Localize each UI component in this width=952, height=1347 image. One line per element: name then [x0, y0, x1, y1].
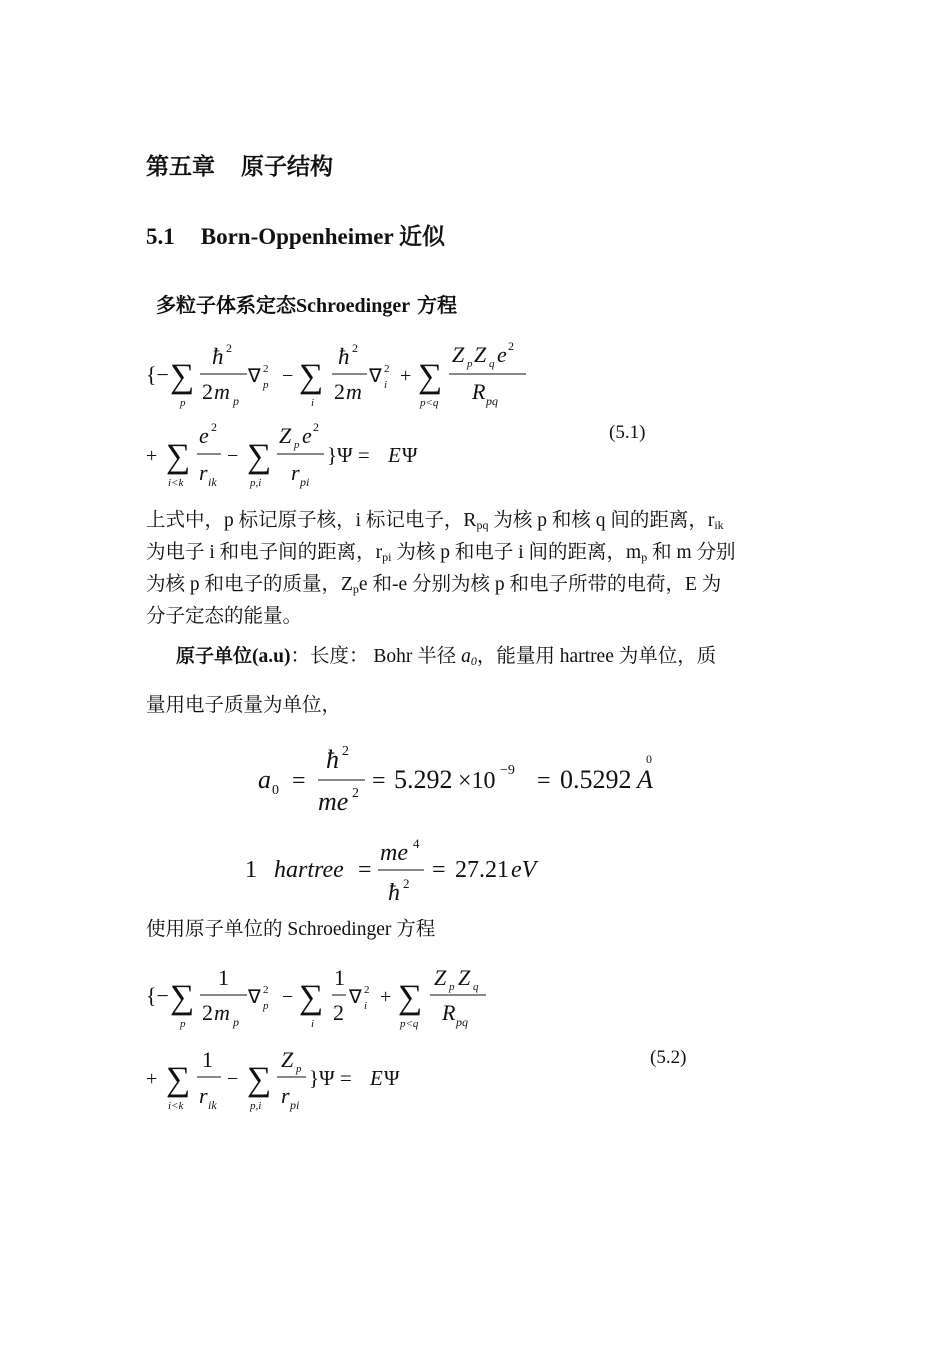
svg-text:p: p	[449, 981, 455, 993]
svg-text:m: m	[214, 1000, 230, 1025]
svg-text:∑: ∑	[166, 438, 191, 475]
svg-text:Z: Z	[458, 965, 471, 990]
svg-text:1: 1	[334, 965, 345, 990]
svg-text:r: r	[281, 1083, 290, 1108]
svg-text:r: r	[291, 460, 300, 485]
svg-text:p: p	[263, 379, 269, 391]
svg-text:p: p	[233, 394, 239, 408]
svg-text:{−: {−	[146, 983, 169, 1008]
paragraph-line: 为电子 i 和电子间的距离，$r_{pi}$ 为核 p 和电子 i 间的距离，$m_p$ 和 m 分别	[146, 542, 736, 564]
svg-text:0: 0	[646, 752, 652, 766]
atomic-units-line-1: 原子单位(a.u)：长度： Bohr 半径 $a_0$，能量用 hartree 为单位，质	[176, 645, 717, 668]
svg-text:p: p	[294, 439, 300, 451]
svg-text:∇: ∇	[248, 366, 261, 387]
svg-text:∑: ∑	[299, 979, 324, 1016]
svg-text:∇: ∇	[349, 987, 362, 1008]
svg-text:Z: Z	[452, 342, 465, 367]
svg-text:∑: ∑	[247, 1061, 272, 1098]
svg-text:2: 2	[263, 984, 269, 996]
svg-text:me: me	[318, 787, 349, 816]
formula-bohr-radius	[258, 744, 653, 816]
chapter-number: 第五章	[146, 154, 215, 180]
svg-text:p: p	[296, 1063, 302, 1075]
svg-text:2: 2	[364, 984, 370, 996]
section-title-latin: Born-Oppenheimer	[200, 224, 394, 249]
atomic-units-line-2: 量用电子质量为单位，	[146, 695, 342, 716]
svg-text:m: m	[214, 379, 230, 404]
svg-text:1: 1	[245, 857, 257, 883]
atomic-units-paragraph	[146, 640, 811, 673]
atomic-units-label: 原子单位	[176, 645, 253, 667]
svg-text:∑: ∑	[170, 358, 195, 395]
svg-text:ħ: ħ	[338, 344, 350, 369]
svg-text:∑: ∑	[170, 979, 195, 1016]
svg-text:∑: ∑	[299, 358, 324, 395]
svg-text:i<k: i<k	[168, 477, 184, 489]
svg-text:+: +	[400, 365, 412, 387]
svg-text:−: −	[282, 365, 294, 387]
svg-text:2: 2	[263, 363, 269, 375]
svg-text:Ψ: Ψ	[402, 443, 418, 467]
svg-text:Z: Z	[474, 342, 487, 367]
svg-text:R: R	[472, 379, 486, 404]
svg-text:r: r	[199, 460, 208, 485]
svg-text:a: a	[258, 765, 271, 794]
svg-text:∇: ∇	[248, 987, 261, 1008]
svg-text:i: i	[311, 397, 315, 409]
svg-text:∑: ∑	[247, 438, 272, 475]
svg-text:R: R	[442, 1000, 456, 1025]
svg-text:A: A	[637, 765, 653, 794]
svg-text:m: m	[346, 379, 362, 404]
equation-5-1-line-2	[146, 420, 418, 489]
svg-text:ħ: ħ	[212, 344, 224, 369]
subsection-latin: Schroedinger	[296, 295, 411, 317]
paragraph-line: 上式中，p 标记原子核，i 标记电子，$R_{pq}$ 为核 p 和核 q 间的距离，$r_{ik}$	[146, 510, 724, 532]
symbols-paragraph	[146, 505, 811, 633]
svg-text:=: =	[432, 857, 446, 883]
svg-text:E: E	[388, 443, 401, 467]
svg-text:p: p	[180, 1018, 186, 1030]
svg-text:4: 4	[413, 836, 420, 851]
svg-text:+: +	[146, 1068, 158, 1090]
svg-text:E: E	[370, 1066, 383, 1090]
svg-text:2: 2	[313, 420, 319, 434]
svg-text:1: 1	[218, 965, 229, 990]
svg-text:e: e	[199, 423, 209, 448]
svg-text:∑: ∑	[166, 1061, 191, 1098]
svg-text:i: i	[311, 1018, 315, 1030]
svg-text:2: 2	[508, 339, 514, 353]
svg-text:p: p	[233, 1015, 239, 1029]
svg-text:p: p	[263, 1000, 269, 1012]
subsection-cjk: 多粒子体系定态	[156, 293, 296, 317]
svg-text:p: p	[467, 358, 473, 370]
svg-text:×10: ×10	[458, 768, 496, 794]
svg-text:p,i: p,i	[250, 1100, 262, 1112]
svg-text:p,i: p,i	[250, 477, 262, 489]
svg-text:}Ψ =: }Ψ =	[309, 1066, 352, 1090]
svg-text:∑: ∑	[398, 979, 423, 1016]
svg-text:pq: pq	[456, 1015, 468, 1029]
svg-text:p: p	[180, 397, 186, 409]
svg-text:e: e	[497, 342, 507, 367]
svg-text:pi: pi	[290, 1098, 300, 1112]
a0-exponent: −9	[500, 763, 515, 778]
paragraph-line: 为核 p 和电子的质量，$Z_pe$ 和-e 分别为核 p 和电子所带的电荷，E 为	[146, 574, 722, 596]
svg-text:=: =	[292, 768, 306, 794]
svg-text:0: 0	[272, 783, 279, 798]
svg-text:∇: ∇	[369, 366, 382, 387]
svg-text:pi: pi	[300, 475, 310, 489]
svg-text:Z: Z	[434, 965, 447, 990]
paragraph-line: 分子定态的能量。	[146, 606, 303, 627]
svg-text:hartree: hartree	[274, 857, 344, 883]
formula-hartree	[245, 836, 539, 906]
svg-text:2: 2	[334, 379, 345, 404]
svg-text:=: =	[372, 768, 386, 794]
svg-text:i<k: i<k	[168, 1100, 184, 1112]
svg-text:{−: {−	[146, 362, 169, 387]
svg-text:q: q	[489, 358, 495, 370]
svg-text:ik: ik	[208, 475, 217, 489]
svg-text:Z: Z	[281, 1047, 294, 1072]
svg-text:r: r	[199, 1083, 208, 1108]
svg-text:eV: eV	[511, 857, 537, 883]
svg-text:−: −	[227, 445, 239, 467]
subsection-cjk2: 方程	[417, 293, 458, 317]
equation-number-5-2: (5.2)	[650, 1047, 687, 1068]
svg-text:Z: Z	[279, 423, 292, 448]
svg-text:2: 2	[226, 341, 232, 355]
svg-text:p<q: p<q	[400, 1018, 419, 1030]
a0-value-1: 5.292	[394, 765, 453, 794]
equation-5-2-line-1	[146, 965, 486, 1030]
svg-text:2: 2	[403, 876, 410, 891]
svg-text:=: =	[537, 768, 551, 794]
svg-text:Ψ: Ψ	[384, 1066, 400, 1090]
svg-text:e: e	[302, 423, 312, 448]
svg-text:+: +	[380, 986, 392, 1008]
a0-value-2: 0.5292	[560, 765, 632, 794]
svg-text:∑: ∑	[418, 358, 443, 395]
svg-text:i: i	[384, 379, 388, 391]
svg-text:ħ: ħ	[326, 745, 339, 774]
svg-text:me: me	[380, 840, 408, 866]
svg-text:2: 2	[202, 1000, 213, 1025]
svg-text:−: −	[227, 1068, 239, 1090]
svg-text:2: 2	[384, 363, 390, 375]
svg-text:2: 2	[211, 420, 217, 434]
svg-text:+: +	[146, 445, 158, 467]
svg-text:}Ψ =: }Ψ =	[327, 443, 370, 467]
svg-text:−: −	[282, 986, 294, 1008]
svg-text:1: 1	[202, 1047, 213, 1072]
svg-text:ik: ik	[208, 1098, 217, 1112]
equation-number-5-1: (5.1)	[609, 422, 646, 443]
svg-text:p<q: p<q	[420, 397, 439, 409]
svg-text:ħ: ħ	[388, 880, 400, 906]
svg-text:2: 2	[352, 786, 359, 801]
svg-text:27.21: 27.21	[455, 857, 509, 883]
section-number: 5.1	[146, 224, 175, 249]
svg-text:2: 2	[342, 744, 349, 759]
equation-5-2-line-2	[146, 1047, 400, 1112]
svg-text:pq: pq	[486, 394, 498, 408]
svg-text:2: 2	[333, 1000, 344, 1025]
au-schroedinger-intro: 使用原子单位的 Schroedinger 方程	[146, 919, 436, 940]
section-title-cjk: 近似	[399, 224, 446, 250]
equation-5-1-line-1	[146, 339, 526, 409]
svg-text:i: i	[364, 1000, 368, 1012]
svg-text:q: q	[473, 981, 479, 993]
svg-text:2: 2	[352, 341, 358, 355]
svg-text:2: 2	[202, 379, 213, 404]
svg-text:=: =	[358, 857, 372, 883]
chapter-name: 原子结构	[241, 154, 333, 180]
